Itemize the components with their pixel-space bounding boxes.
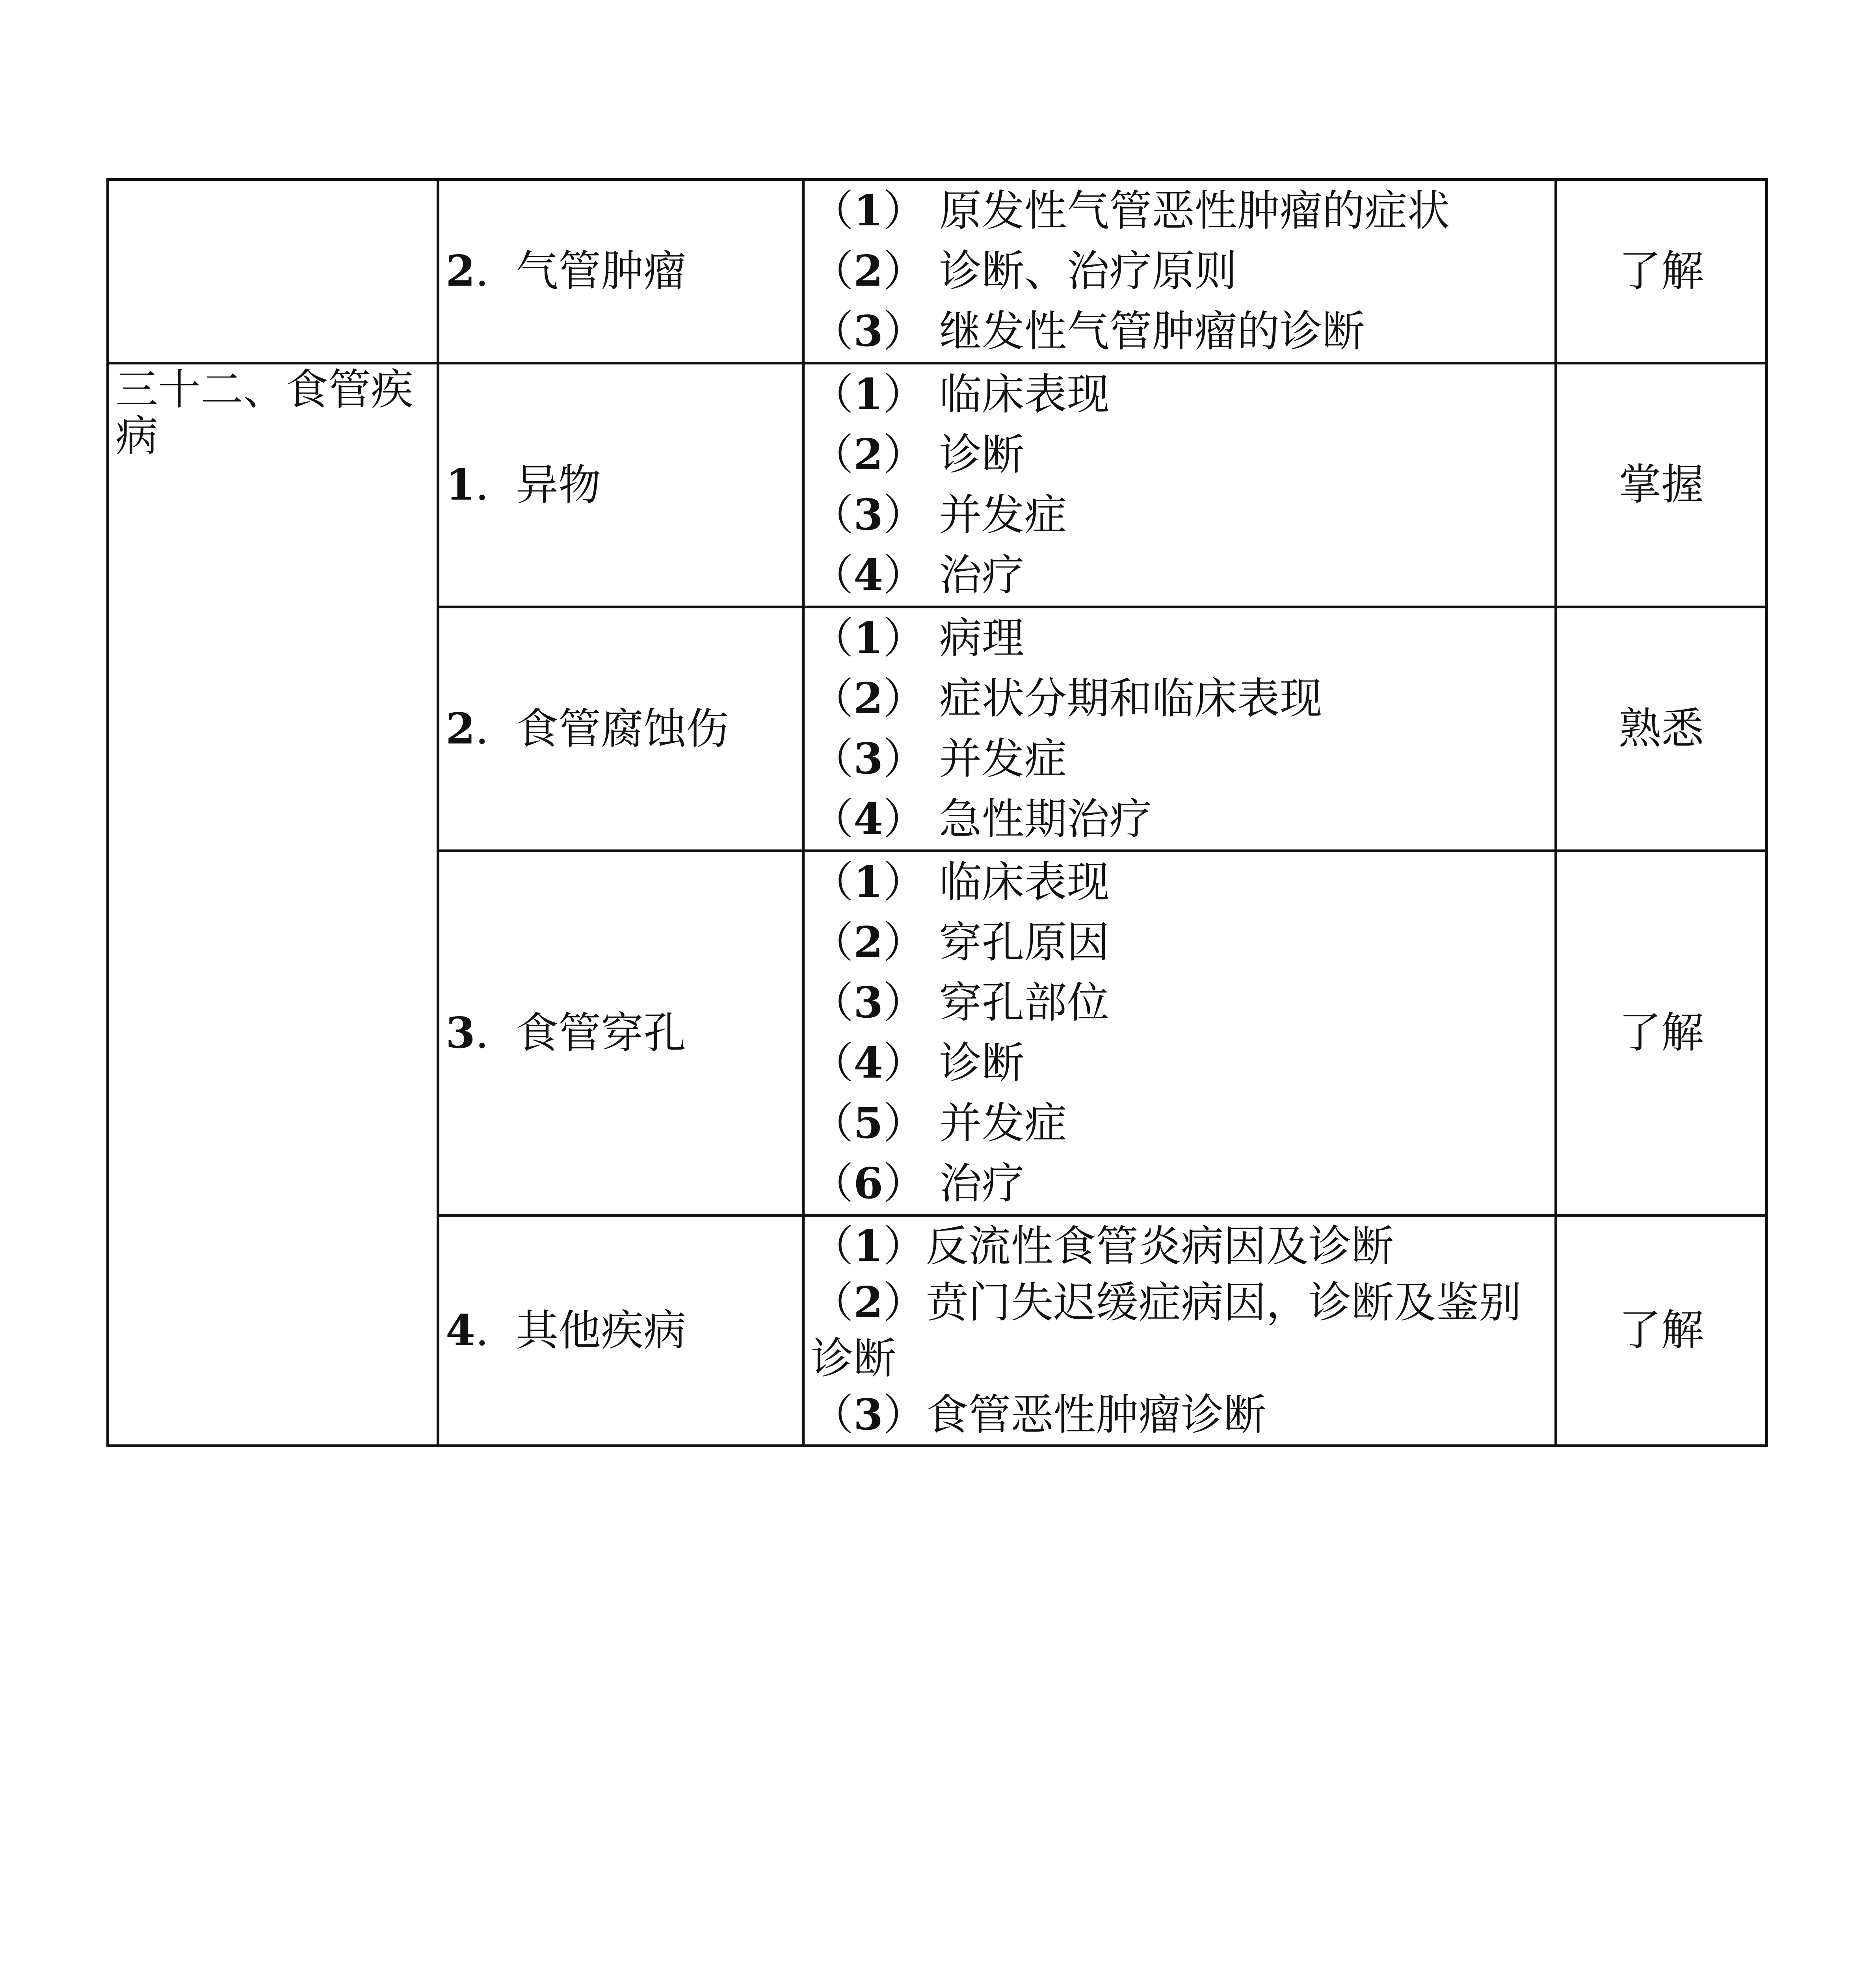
topic-separator: . <box>475 1306 489 1355</box>
list-item: （3） 穿孔部位 <box>811 978 1110 1028</box>
list-item: （2） 诊断、治疗原则 <box>811 246 1237 296</box>
level-cell: 了解 <box>1556 851 1767 1215</box>
topic-text: 异物 <box>516 460 601 510</box>
topic-separator: . <box>475 460 489 510</box>
list-item: （2） 穿孔原因 <box>811 918 1110 967</box>
section-cell <box>108 363 438 1446</box>
syllabus-table <box>106 178 1768 1447</box>
list-item: （4） 治疗 <box>811 550 1024 600</box>
list-item: （4） 诊断 <box>811 1038 1024 1088</box>
topic-cell <box>438 851 803 1215</box>
topic-number: 4 <box>446 1305 476 1355</box>
topic-cell <box>438 1215 803 1446</box>
items-cell <box>803 607 1556 851</box>
items-cell <box>803 1215 1556 1446</box>
topic-cell <box>438 607 803 851</box>
topic-cell <box>438 363 803 607</box>
list-item: （5） 并发症 <box>811 1098 1067 1148</box>
topic-cell <box>438 180 803 363</box>
list-item: （3）食管恶性肿瘤诊断 <box>811 1390 1266 1440</box>
topic-text: 食管穿孔 <box>516 1008 686 1058</box>
topic-number: 2 <box>446 704 476 754</box>
topic-text: 其他疾病 <box>516 1306 686 1355</box>
list-item: （4） 急性期治疗 <box>811 794 1152 844</box>
level-cell: 了解 <box>1556 1215 1767 1446</box>
topic-number: 3 <box>446 1008 476 1058</box>
list-item: （6） 治疗 <box>811 1159 1024 1208</box>
list-item: （1） 临床表现 <box>811 370 1110 419</box>
items-cell <box>803 180 1556 363</box>
topic-number: 1 <box>446 460 476 510</box>
list-item: （3） 并发症 <box>811 490 1067 540</box>
items-cell <box>803 363 1556 607</box>
table-row <box>108 180 1767 363</box>
level-cell: 了解 <box>1556 180 1767 363</box>
list-item: （3） 并发症 <box>811 734 1067 784</box>
topic-separator: . <box>475 704 489 754</box>
topic-text: 气管肿瘤 <box>516 247 686 296</box>
section-text: 三十二、食管疾病 <box>115 365 414 461</box>
list-item: （1） 原发性气管恶性肿瘤的症状 <box>811 186 1450 236</box>
topic-number: 2 <box>446 246 476 296</box>
topic-text: 食管腐蚀伤 <box>516 704 729 754</box>
list-item: （1）反流性食管炎病因及诊断 <box>811 1221 1394 1271</box>
list-item: （2） 诊断 <box>811 430 1024 479</box>
list-item: （3） 继发性气管肿瘤的诊断 <box>811 307 1365 356</box>
level-cell: 掌握 <box>1556 363 1767 607</box>
list-item: （1） 病理 <box>811 613 1024 663</box>
list-item: （1） 临床表现 <box>811 857 1110 907</box>
level-cell: 熟悉 <box>1556 607 1767 851</box>
section-cell <box>108 180 438 363</box>
list-item: （2） 症状分期和临床表现 <box>811 674 1322 723</box>
topic-separator: . <box>475 247 489 296</box>
list-item: （2）贲门失迟缓症病因，诊断及鉴别诊断 <box>811 1277 1522 1383</box>
table-row <box>108 363 1767 607</box>
topic-separator: . <box>475 1008 489 1058</box>
items-cell <box>803 851 1556 1215</box>
